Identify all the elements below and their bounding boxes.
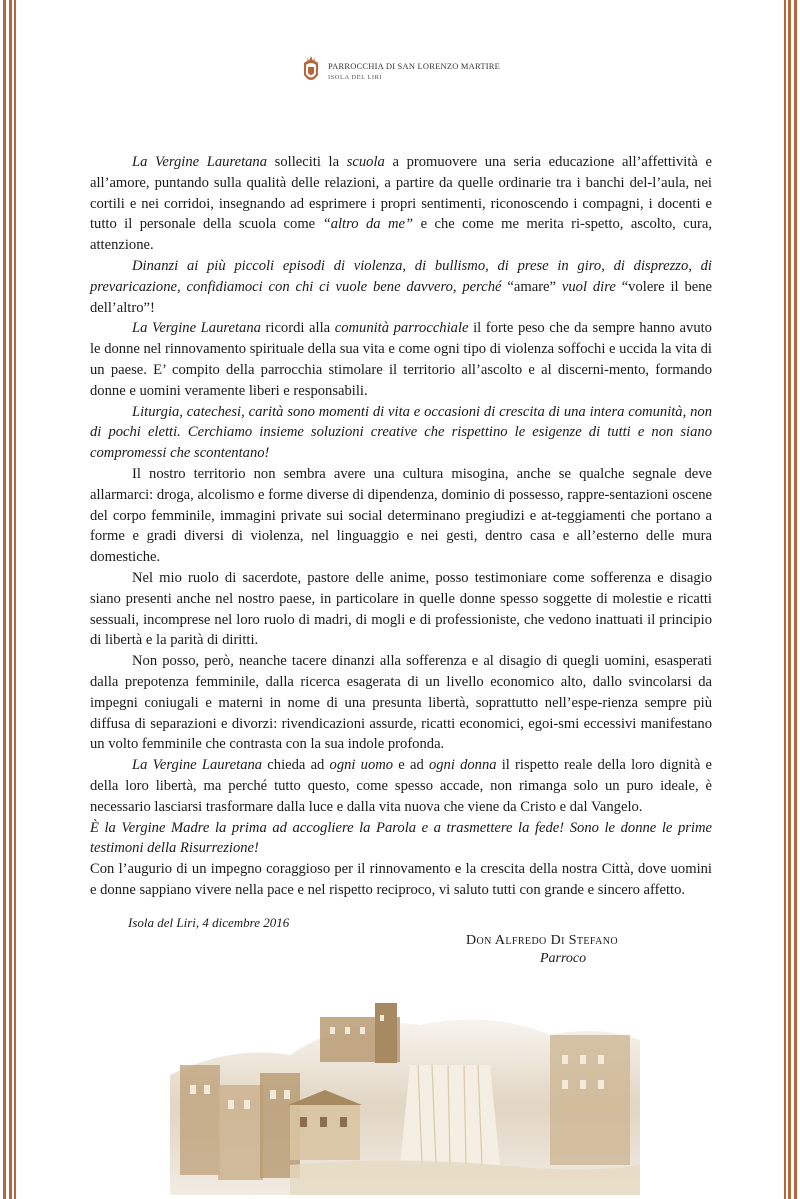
- paragraph: [90, 402, 712, 464]
- text-segment: “amare”: [507, 278, 557, 295]
- letter-body: [90, 152, 712, 901]
- paragraph: [90, 318, 712, 401]
- parish-crest-icon: [300, 55, 322, 87]
- paragraph: [90, 859, 712, 901]
- text-segment: Dinanzi ai più piccoli episodi di violenza, di bullismo, di prese in giro, di disprezzo, di prevaricazione, confidiamoci con chi ci vuole bene davvero, perché: [90, 257, 712, 295]
- paragraph: [90, 256, 712, 318]
- text-segment: Liturgia, catechesi, carità sono momenti di vita e occasioni di crescita di una intera comunità, non di pochi eletti. Cerchiamo insieme soluzioni creative che rispettino le esigenze di tutti e non siano compromessi che scontentano!: [90, 403, 712, 462]
- text-segment: il forte peso che da sempre hanno avuto le donne nel rinnovamento spirituale della sua vita e come ogni tipo di violenza soffochi e uccida la vita di un paese. E’ compito della parrocchia stimolare il territorio all’ascolto e al discerni-mento, formando donne e uomini veramente liberi e responsabili.: [90, 320, 712, 399]
- paragraph: [90, 755, 712, 817]
- text-segment: La Vergine Lauretana: [132, 320, 261, 337]
- text-segment: ricordi alla: [260, 320, 335, 337]
- text-segment: scuola: [346, 154, 385, 170]
- paragraph: [90, 651, 712, 755]
- signature-role: Parroco: [540, 951, 587, 966]
- text-segment: È la Vergine Madre la prima ad accogliere la Parola e a trasmettere la fede! Sono le donne le prime testimoni della Risurrezione!: [90, 819, 712, 857]
- text-segment: Nel mio ruolo di sacerdote, pastore delle anime, posso testimoniare come sofferenza e disagio siano presenti anche nel nostro paese, in particolare in quelle donne spesso soggette di molestie e ricatti sessuali, incomprese nel loro ruolo di madri, di mogli e di professioniste, che vedono inattuati il principio di libertà e la parità di diritti.: [90, 569, 712, 649]
- text-segment: chieda ad: [262, 757, 330, 774]
- text-segment: comunità parrocchiale: [334, 320, 469, 337]
- letterhead: [300, 55, 540, 95]
- signature-name: Don Alfredo Di Stefano: [466, 933, 619, 948]
- parish-name: PARROCCHIA DI SAN LORENZO MARTIRE: [328, 61, 501, 71]
- paragraph: [90, 818, 712, 860]
- text-segment: vuol dire: [556, 278, 622, 295]
- text-segment: La Vergine Lauretana: [132, 154, 268, 170]
- dateline: Isola del Liri, 4 dicembre 2016: [128, 915, 290, 930]
- text-segment: ogni uomo: [329, 757, 394, 774]
- text-segment: a promuovere una seria educazione all’affettività e all’amore, puntando sulla qualità delle relazioni, a partire da quelle ordinarie tra i banchi del-l’aula, nei cortili e nei corridoi, insegnando ad esprimere i propri sentimenti, riconoscendo i compagni, i docenti e tutto il personale della scuola come: [90, 154, 712, 233]
- text-segment: solleciti la: [267, 154, 347, 170]
- text-segment: “volere il bene dell’altro”!: [90, 278, 712, 316]
- text-segment: Il nostro territorio non sembra avere una cultura misogina, anche se qualche segnale deve allarmarci: droga, alcolismo e forme diverse di dipendenza, dominio di possesso, rappre-sentazioni oscene del corpo femminile, immagini private sui social determinano pregiudizi e at-teggiamenti che portano a forme e gradi diversi di violenza, nel linguaggio e nei gesti, dentro casa e all’esterno delle mura domestiche.: [90, 465, 712, 566]
- paragraph: [90, 152, 712, 256]
- text-segment: il rispetto reale della loro dignità e della loro libertà, ma perché tutto questo, come spesso accade, non rimanga solo un puro ideale, è necessario lasciarsi trasformare dalla luce e dalla vita nuova che viene da Cristo e dal Vangelo.: [90, 757, 712, 815]
- text-segment: e che come me merita ri-spetto, ascolto, cura, attenzione.: [90, 216, 713, 254]
- text-segment: Non posso, però, neanche tacere dinanzi alla sofferenza e al disagio di quegli uomini, esasperati dalla prepotenza femminile, dalla ricerca esagerata di un livello economico alto, dallo svincolarsi da impegni coniugali e materni in nome di una presunta libertà, soprattutto nell’espe-rienza sempre più diffusa di separazioni e divorzi: rivendicazioni assurde, ricatti economici, egoi-smi eccessivi manifestano un volto femminile che contrasta con la sua indole profonda.: [90, 653, 712, 753]
- text-segment: e ad: [393, 757, 429, 774]
- waterfall-town-illustration: [170, 995, 640, 1195]
- town-name: ISOLA DEL LIRI: [328, 74, 383, 81]
- left-border: [0, 0, 18, 1199]
- paragraph: [90, 568, 712, 651]
- paragraph: [90, 464, 712, 568]
- right-border: [782, 0, 800, 1199]
- signature-block: [466, 933, 706, 967]
- text-segment: ogni donna: [428, 757, 497, 774]
- text-segment: La Vergine Lauretana: [132, 757, 263, 774]
- text-segment: Con l’augurio di un impegno coraggioso per il rinnovamento e la crescita della nostra Città, dove uomini e donne sappiano vivere nella pace e nel rispetto reciproco, vi saluto tutti con grande e sincero affetto.: [90, 861, 712, 898]
- text-segment: “altro da me”: [322, 216, 414, 233]
